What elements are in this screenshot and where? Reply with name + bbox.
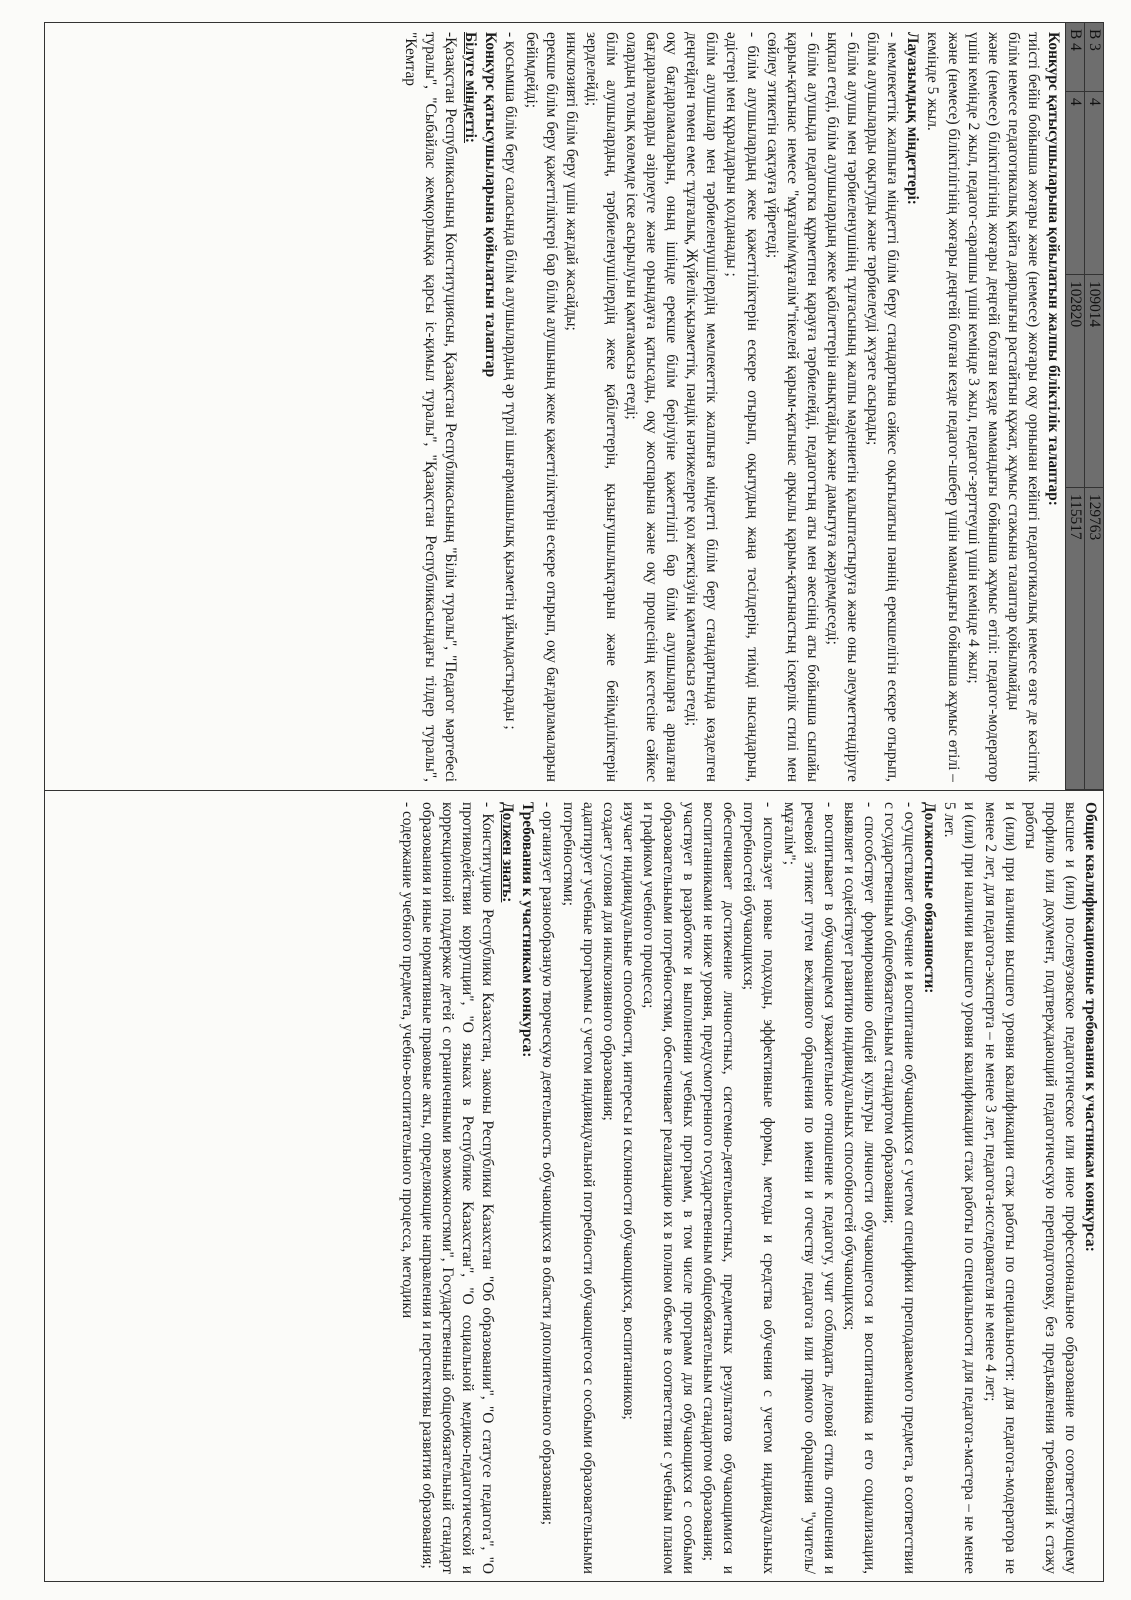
- russian-paragraph: и (или) при наличии высшего уровня квалификации стаж работы по специальности для педагога-мастера – не менее 5 лет.: [941, 802, 979, 1574]
- max-salary-cell: 129763: [1085, 488, 1104, 790]
- russian-heading: Должен знать:: [499, 802, 517, 903]
- russian-paragraph: участвует в разработке и выполнении учебных программ, в том числе программ для обучающихся с особыми образовательными потребностями, обеспечивает реализацию их в полном объеме в соответствии с учебным планом и графиком учебного процесса;: [639, 802, 698, 1574]
- russian-heading: Общие квалификационные требования к участникам конкурса:: [1082, 802, 1099, 1252]
- russian-column: [44, 792, 1104, 1582]
- rotated-document: [44, 22, 1104, 1582]
- kazakh-paragraph: білім алушылар мен тәрбиеленушілердің мемлекеттік жалпыға міндетті білім беру стандартында көзделген деңгейден төмен емес тұлғалық, Жүйелік-қызметтік, пәндік нәтижелерге қол жеткізуін қамтамасыз етеді;: [683, 32, 721, 782]
- category-cell: 4: [1085, 92, 1104, 275]
- russian-paragraph: обеспечивает достижение личностных, системно-деятельностных, предметных результатов обучающимися и воспитанниками не ниже уровня, предусмотренного государственным общеобязательным стандартом образования;: [700, 802, 738, 1574]
- kazakh-paragraph: -Қазақстан Республикасының Конституциясын, Қазақстан Республикасының "Білім туралы", "Педагог мәртебесі туралы", "Сыбайлас жемқорлыққа қарсы іс-қимыл туралы", "Қазақстан Республикасындағы тілдер туралы", "Кемтар: [402, 32, 460, 782]
- kazakh-paragraph: - білім алушылардың жеке қажеттіліктерін ескере отырып, оқытудың жаңа тәсілдерін, тиімді нысандарын, әдістері мен құралдарын қолданады ;: [723, 32, 761, 782]
- kazakh-paragraph: тиісті бейін бойынша жоғары және (немесе) жоғары оқу орнынан кейінгі педагогикалық немесе өзге де кәсіптік білім немесе педагогикалық қайта даярлығын растайтын құжат, жұмыс стажына талаптар қойылмайды: [1004, 32, 1042, 782]
- max-salary-cell: 115517: [1066, 488, 1085, 790]
- salary-grade-table: [1065, 22, 1104, 790]
- kazakh-paragraph: білім алушылардың, тәрбиеленушілердің жеке қабілеттерін, қызығушылықтарын және бейімділіктерін зерделейді;: [582, 32, 620, 782]
- russian-paragraph: создает условия для инклюзивного образования;: [599, 802, 617, 1121]
- grade-code-cell: В 4: [1066, 23, 1085, 92]
- grade-row: [1066, 23, 1085, 790]
- kazakh-heading: Конкурс қатысушыларына қойылатын талаптар: [482, 32, 500, 378]
- russian-paragraph: - способствует формированию общей культуры личности обучающегося и воспитанника и его социализации, выявляет и содействует развитию индивидуальных способностей обучающихся;: [840, 802, 878, 1574]
- russian-paragraph: изучает индивидуальные способности, интересы и склонности обучающихся, воспитанников;: [619, 802, 637, 1420]
- russian-paragraph: - использует новые подходы, эффективные формы, методы и средства обучения с учетом индивидуальных потребностей обучающихся;: [740, 802, 778, 1574]
- russian-heading: Требования к участникам конкурса:: [519, 802, 537, 1058]
- russian-paragraph: - содержание учебного предмета, учебно-воспитательного процесса, методики: [398, 802, 416, 1319]
- column-divider: [44, 790, 1104, 791]
- kazakh-text: [400, 22, 1065, 790]
- russian-paragraph: и (или) при наличии высшего уровня квалификации стаж работы по специальности: для педагога-модератора не менее 2 лет, для педагога-эксперта – не менее 3 лет, педагога-исследователя не менее 4 лет;: [981, 802, 1019, 1574]
- grade-row: [1085, 23, 1104, 790]
- kazakh-paragraph: - мемлекеттік жалпыға міндетті білім беру стандартына сәйкес оқытылатын пәннің ерекшелігін ескере отырып, білім алушыларды оқытуды және тәрбиелеуді жүзеге асырады;: [864, 32, 902, 782]
- kazakh-paragraph: оқу бағдарламаларын, оның ішінде ерекше білім берілуіне қажеттілігі бар білім алушыларға арналған бағдарламаларды әзірлеуге және орындауға қатысады, оқу жоспарына және оқу процесінің кестесіне сәйкес олардың толық көлемде іске асырылуын қамтамасыз етеді;: [623, 32, 681, 782]
- kazakh-heading: Лауазымдық міндеттері:: [904, 32, 922, 205]
- kazakh-paragraph: және (немесе) біліктілігінің жоғары деңгейі болған кезде мамандығы бойынша жұмыс өтілі: педагог-модератор үшін кемінде 2 жыл, педагог-сарапшы үшін кемінде 3 жыл, педагог-зерттеуші үшін кемінде 4 жыл;: [964, 32, 1002, 782]
- kazakh-paragraph: және (немесе) біліктілігінің жоғары деңгейі болған кезде педагог-шебер үшін мамандығы бойынша жұмыс өтілі – кемінде 5 жыл.: [924, 32, 962, 782]
- russian-paragraph: высшее и (или) послевузовское педагогическое или иное профессиональное образование по соответствующему профилю или документ, подтверждающий педагогическую переподготовку, без предъявления требований к стажу работы: [1021, 802, 1079, 1574]
- kazakh-paragraph: ерекше білім беру қажеттіліктері бар білім алушының жеке қажеттіліктерін ескере отырып, оқу бағдарламаларын бейімдейді;: [522, 32, 560, 782]
- grade-code-cell: В 3: [1085, 23, 1104, 92]
- min-salary-cell: 109014: [1085, 275, 1104, 488]
- russian-paragraph: - осуществляет обучение и воспитание обучающихся с учетом специфики преподаваемого предмета, в соответствии с государственным общеобязательным стандартом образования;: [881, 802, 919, 1574]
- kazakh-paragraph: инклюзивті білім беру үшін жағдай жасайды;: [562, 32, 580, 331]
- russian-paragraph: - Конституцию Республики Казахстан, законы Республики Казахстан "Об образовании", "О статусе педагога", "О противодействии коррупции", "О языках в Республике Казахстан", "О социальной медико-педагогической и коррекционной поддержке детей с ограниченными возможностями", Государственный общеобязательный стандарт образования и иные нормативные правовые акты, определяющие направления и перспективы развития образования;: [418, 802, 497, 1574]
- russian-paragraph: адаптирует учебные программы с учетом индивидуальной потребности обучающегося с особыми образовательными потребностями;: [559, 802, 597, 1574]
- russian-paragraph: - организует разнообразную творческую деятельность обучающихся в области дополнительного образования;: [539, 802, 557, 1526]
- russian-heading: Должностные обязанности:: [921, 802, 939, 994]
- kazakh-paragraph: - білім алушыда педагогка құрметпен қарауға тәрбиелейді, педагогтың аты мен әкесінің аты бойынша сыпайы қарым-қатынас немесе "мұғалім/мұғалім"тікелей қарым-қатынас арқылы қарым-қатынастың іскерлік стилі мен сөйлеу этикетін сақтауға үйретеді;: [763, 32, 821, 782]
- category-cell: 4: [1066, 92, 1085, 275]
- russian-paragraph: - воспитывает в обучающемся уважительное отношение к педагогу, учит соблюдать деловой стиль отношения и речевой этикет путем вежливого обращения по имени и отчеству педагога или прямого обращения "учитель/мұғалім";: [780, 802, 838, 1574]
- kazakh-paragraph: - қосымша білім беру саласында білім алушылардың әр түрлі шығармашылық қызметін ұйымдастырады ;: [502, 32, 520, 730]
- kazakh-heading: Білуге міндетті:: [462, 32, 480, 144]
- kazakh-paragraph: - білім алушы мен тәрбиеленушінің тұлғасының жалпы мәдениетін қалыптастыруға және оны әлеуметтендіруге ықпал етеді, білім алушылардың жеке қабілеттерін анықтайды және дамытуға жәрдемдеседі;: [823, 32, 862, 782]
- min-salary-cell: 102820: [1066, 275, 1085, 488]
- kazakh-column: [44, 22, 1104, 790]
- kazakh-heading: Конкурс қатысушыларына қойылатын жалпы біліктілік талаптар:: [1045, 32, 1062, 506]
